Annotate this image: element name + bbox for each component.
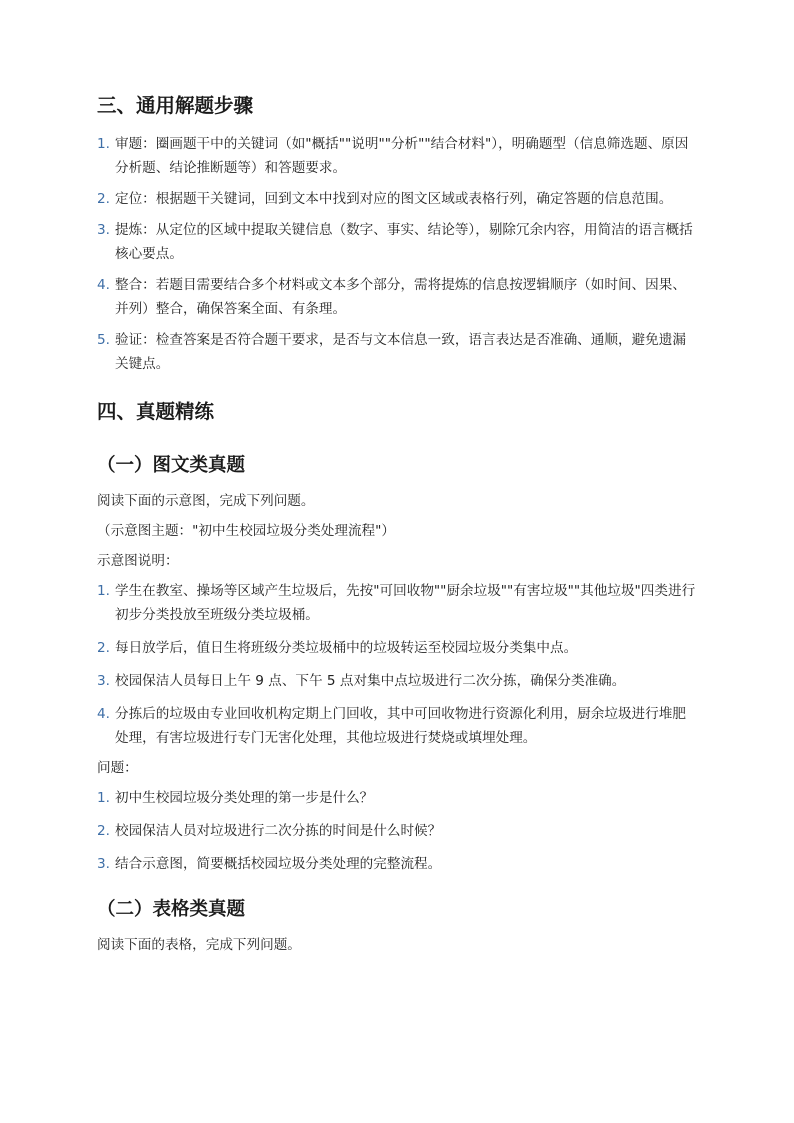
list-item-text: 每日放学后，值日生将班级分类垃圾桶中的垃圾转运至校园垃圾分类集中点。 <box>115 640 578 656</box>
list-number: 4. <box>97 277 110 293</box>
section3-heading: 三、通用解题步骤 <box>97 94 254 117</box>
list-item-text: 提炼：从定位的区域中提取关键信息（数字、事实、结论等），剔除冗余内容，用简洁的语言概括核心要点。 <box>115 222 693 262</box>
list-item <box>97 132 697 180</box>
list-item <box>97 852 697 876</box>
image-question-intro: 阅读下面的示意图，完成下列问题。 <box>97 493 315 509</box>
list-number: 4. <box>97 706 110 722</box>
list-number: 3. <box>97 673 110 689</box>
list-number: 1. <box>97 136 110 152</box>
list-item-text: 审题：圈画题干中的关键词（如"概括""说明""分析""结合材料"），明确题型（信息筛选题、原因分析题、结论推断题等）和答题要求。 <box>115 136 689 176</box>
section4-heading: 四、真题精练 <box>97 400 215 423</box>
list-item <box>97 669 697 693</box>
list-number: 2. <box>97 191 110 207</box>
list-number: 1. <box>97 790 110 806</box>
list-item-text: 学生在教室、操场等区域产生垃圾后，先按"可回收物""厨余垃圾""有害垃圾""其他垃圾"四类进行初步分类投放至班级分类垃圾桶。 <box>115 583 696 623</box>
list-item <box>97 786 697 810</box>
questions-label: 问题： <box>97 760 138 776</box>
diagram-description-list <box>97 579 697 750</box>
list-item-text: 验证：检查答案是否符合题干要求，是否与文本信息一致，语言表达是否准确、通顺，避免遗漏关键点。 <box>115 332 686 372</box>
list-item <box>97 819 697 843</box>
subsection-table-heading: （二）表格类真题 <box>97 899 246 920</box>
list-item <box>97 702 697 750</box>
diagram-topic: （示意图主题："初中生校园垃圾分类处理流程"） <box>97 523 395 539</box>
table-question-intro: 阅读下面的表格，完成下列问题。 <box>97 937 301 953</box>
list-number: 3. <box>97 856 110 872</box>
list-item-text: 定位：根据题干关键词，回到文本中找到对应的图文区域或表格行列，确定答题的信息范围。 <box>115 191 673 207</box>
list-item <box>97 218 697 266</box>
list-number: 2. <box>97 823 110 839</box>
list-item <box>97 579 697 627</box>
subsection-image-text-heading: （一）图文类真题 <box>97 455 246 476</box>
list-item <box>97 273 697 321</box>
list-number: 3. <box>97 222 110 238</box>
list-item-text: 整合：若题目需要结合多个材料或文本多个部分，需将提炼的信息按逻辑顺序（如时间、因果、并列）整合，确保答案全面、有条理。 <box>115 277 686 317</box>
list-item <box>97 187 697 211</box>
questions-list <box>97 786 697 876</box>
list-number: 5. <box>97 332 110 348</box>
list-item-text: 初中生校园垃圾分类处理的第一步是什么？ <box>115 790 374 806</box>
list-number: 2. <box>97 640 110 656</box>
list-item <box>97 328 697 376</box>
list-item-text: 校园保洁人员对垃圾进行二次分拣的时间是什么时候？ <box>115 823 442 839</box>
solving-steps-list <box>97 132 697 376</box>
list-item-text: 校园保洁人员每日上午 9 点、下午 5 点对集中点垃圾进行二次分拣，确保分类准确。 <box>115 673 626 689</box>
document-page <box>97 92 697 957</box>
list-item-text: 结合示意图，简要概括校园垃圾分类处理的完整流程。 <box>115 856 442 872</box>
list-item <box>97 636 697 660</box>
list-item-text: 分拣后的垃圾由专业回收机构定期上门回收，其中可回收物进行资源化利用，厨余垃圾进行堆肥处理，有害垃圾进行专门无害化处理，其他垃圾进行焚烧或填埋处理。 <box>115 706 686 746</box>
list-number: 1. <box>97 583 110 599</box>
diagram-description-label: 示意图说明： <box>97 553 179 569</box>
